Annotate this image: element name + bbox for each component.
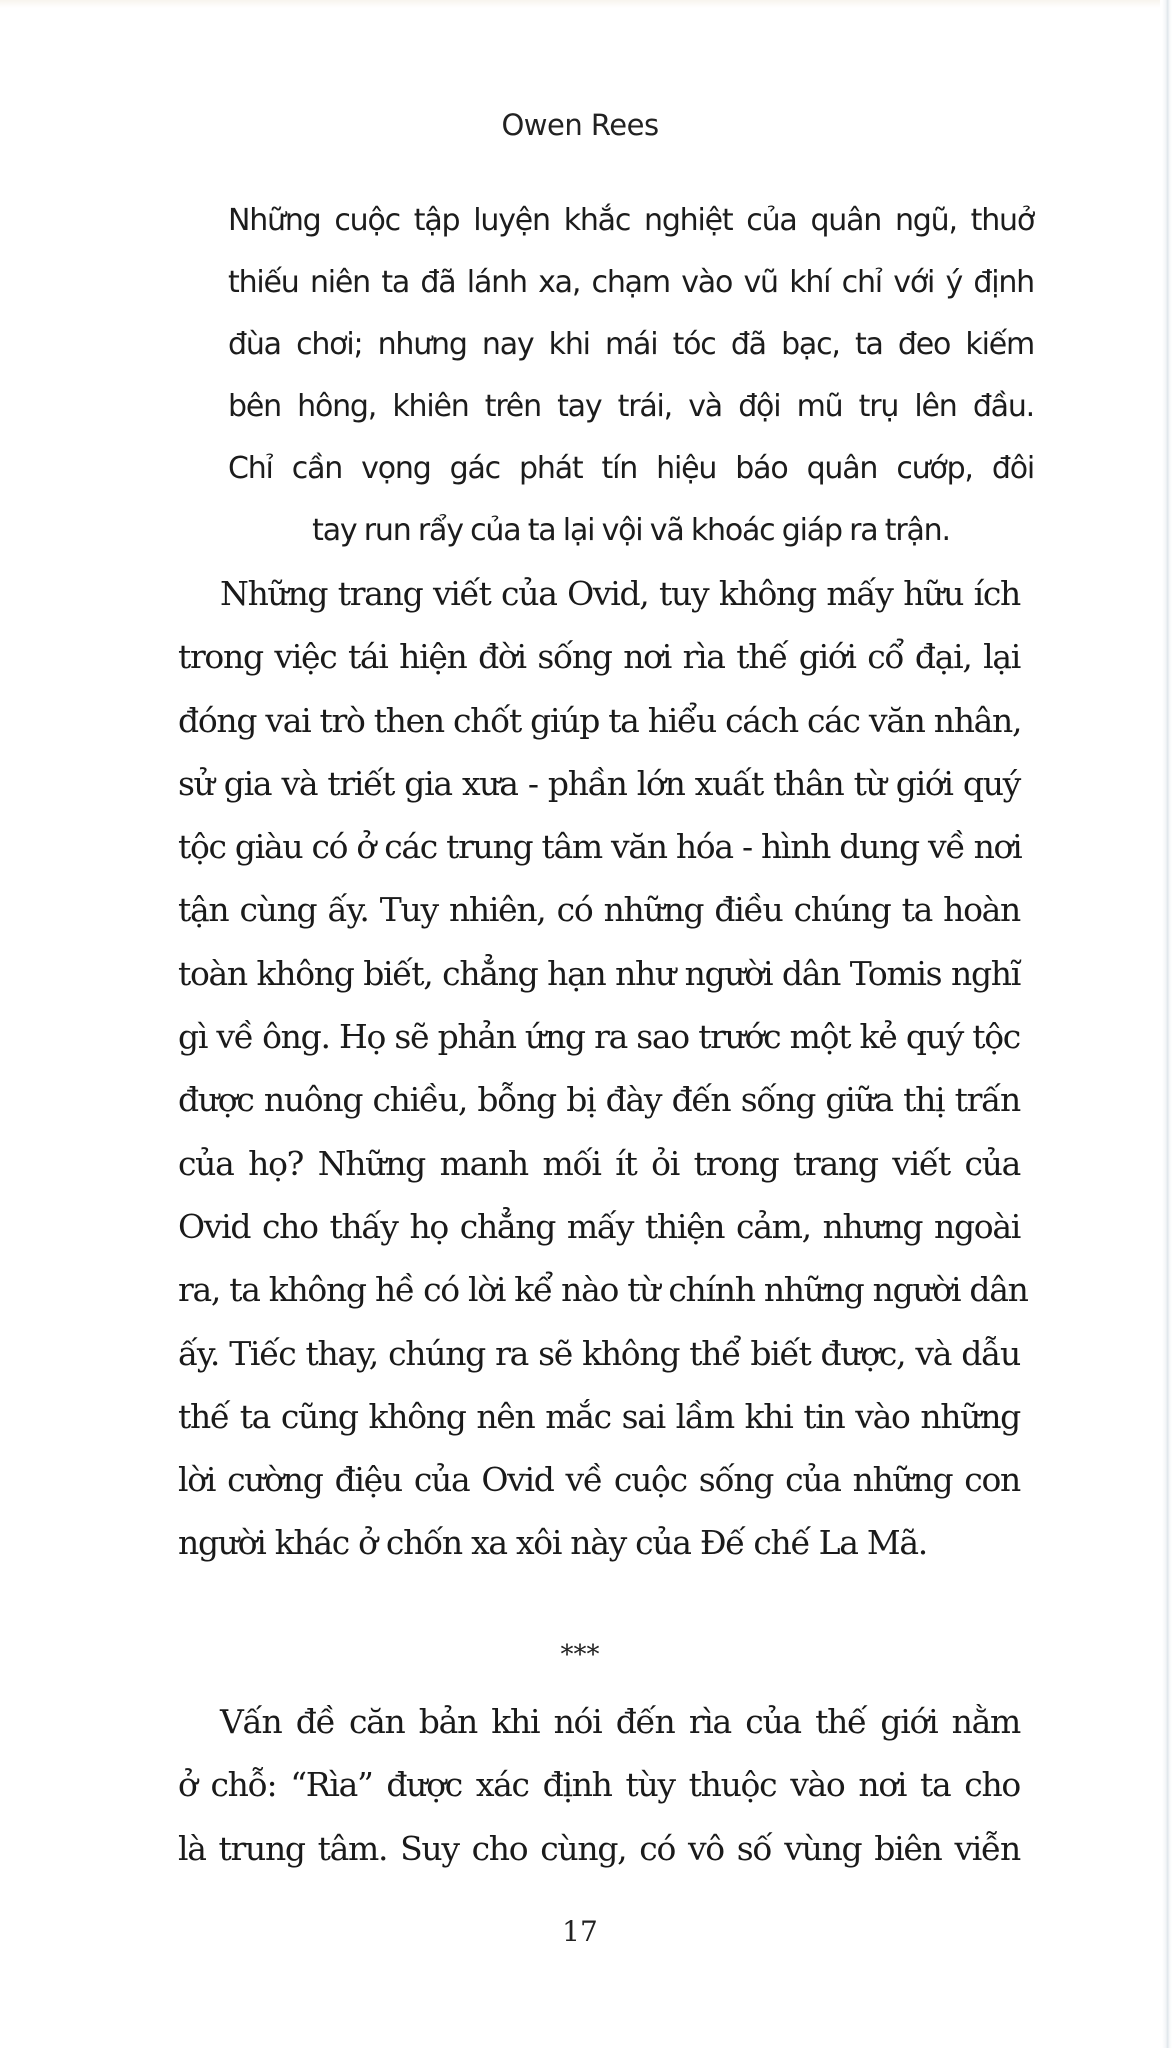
text-line: sử gia và triết gia xưa - phần lớn xuất thân từ giới quý — [178, 763, 1020, 803]
text-line: ra, ta không hề có lời kể nào từ chính những người dân — [178, 1270, 1028, 1310]
text-line: toàn không biết, chẳng hạn như người dân Tomis nghĩ — [178, 953, 1020, 993]
quote-line: Chỉ cần vọng gác phát tín hiệu báo quân cướp, đôi — [228, 451, 1034, 486]
text-line: được nuông chiều, bỗng bị đày đến sống giữa thị trấn — [178, 1080, 1020, 1120]
text-line: là trung tâm. Suy cho cùng, có vô số vùng biên viễn — [178, 1828, 1020, 1868]
text-line: thế ta cũng không nên mắc sai lầm khi tin vào những — [178, 1396, 1020, 1436]
page-number: 17 — [562, 1915, 598, 1948]
body-paragraph-2 — [178, 1690, 1020, 1880]
quote-line: tay run rẩy của ta lại vội vã khoác giáp ra trận. — [312, 513, 950, 548]
text-line: Vấn đề căn bản khi nói đến rìa của thế giới nằm — [220, 1702, 1020, 1741]
quote-line: đùa chơi; nhưng nay khi mái tóc đã bạc, ta đeo kiếm — [228, 327, 1034, 362]
section-break: *** — [560, 1640, 600, 1670]
text-line: người khác ở chốn xa xôi này của Đế chế La Mã. — [178, 1523, 927, 1563]
quote-line: Những cuộc tập luyện khắc nghiệt của quân ngũ, thuở — [228, 203, 1034, 238]
text-line: lời cường điệu của Ovid về cuộc sống của những con — [178, 1460, 1020, 1500]
text-line: tộc giàu có ở các trung tâm văn hóa - hình dung về nơi — [178, 827, 1022, 867]
quote-line: bên hông, khiên trên tay trái, và đội mũ trụ lên đầu. — [228, 389, 1034, 424]
page-edge-binding — [1162, 0, 1172, 2048]
text-line: Ovid cho thấy họ chẳng mấy thiện cảm, nhưng ngoài — [178, 1206, 1020, 1246]
text-line: gì về ông. Họ sẽ phản ứng ra sao trước một kẻ quý tộc — [178, 1017, 1020, 1057]
running-head-author: Owen Rees — [501, 108, 659, 142]
text-line: đóng vai trò then chốt giúp ta hiểu cách các văn nhân, — [178, 700, 1022, 740]
quote-line: thiếu niên ta đã lánh xa, chạm vào vũ khí chỉ với ý định — [228, 265, 1034, 300]
block-quote — [228, 190, 1034, 562]
text-line: của họ? Những manh mối ít ỏi trong trang viết của — [178, 1143, 1020, 1183]
scan-top-shadow — [0, 0, 1160, 8]
text-line: ấy. Tiếc thay, chúng ra sẽ không thể biết được, và dẫu — [178, 1333, 1020, 1373]
text-line: trong việc tái hiện đời sống nơi rìa thế giới cổ đại, lại — [178, 637, 1020, 677]
text-line: Những trang viết của Ovid, tuy không mấy hữu ích — [220, 574, 1020, 613]
text-line: tận cùng ấy. Tuy nhiên, có những điều chúng ta hoàn — [178, 890, 1020, 930]
text-line: ở chỗ: “Rìa” được xác định tùy thuộc vào nơi ta cho — [178, 1765, 1020, 1805]
body-paragraph-1 — [178, 562, 1028, 1575]
